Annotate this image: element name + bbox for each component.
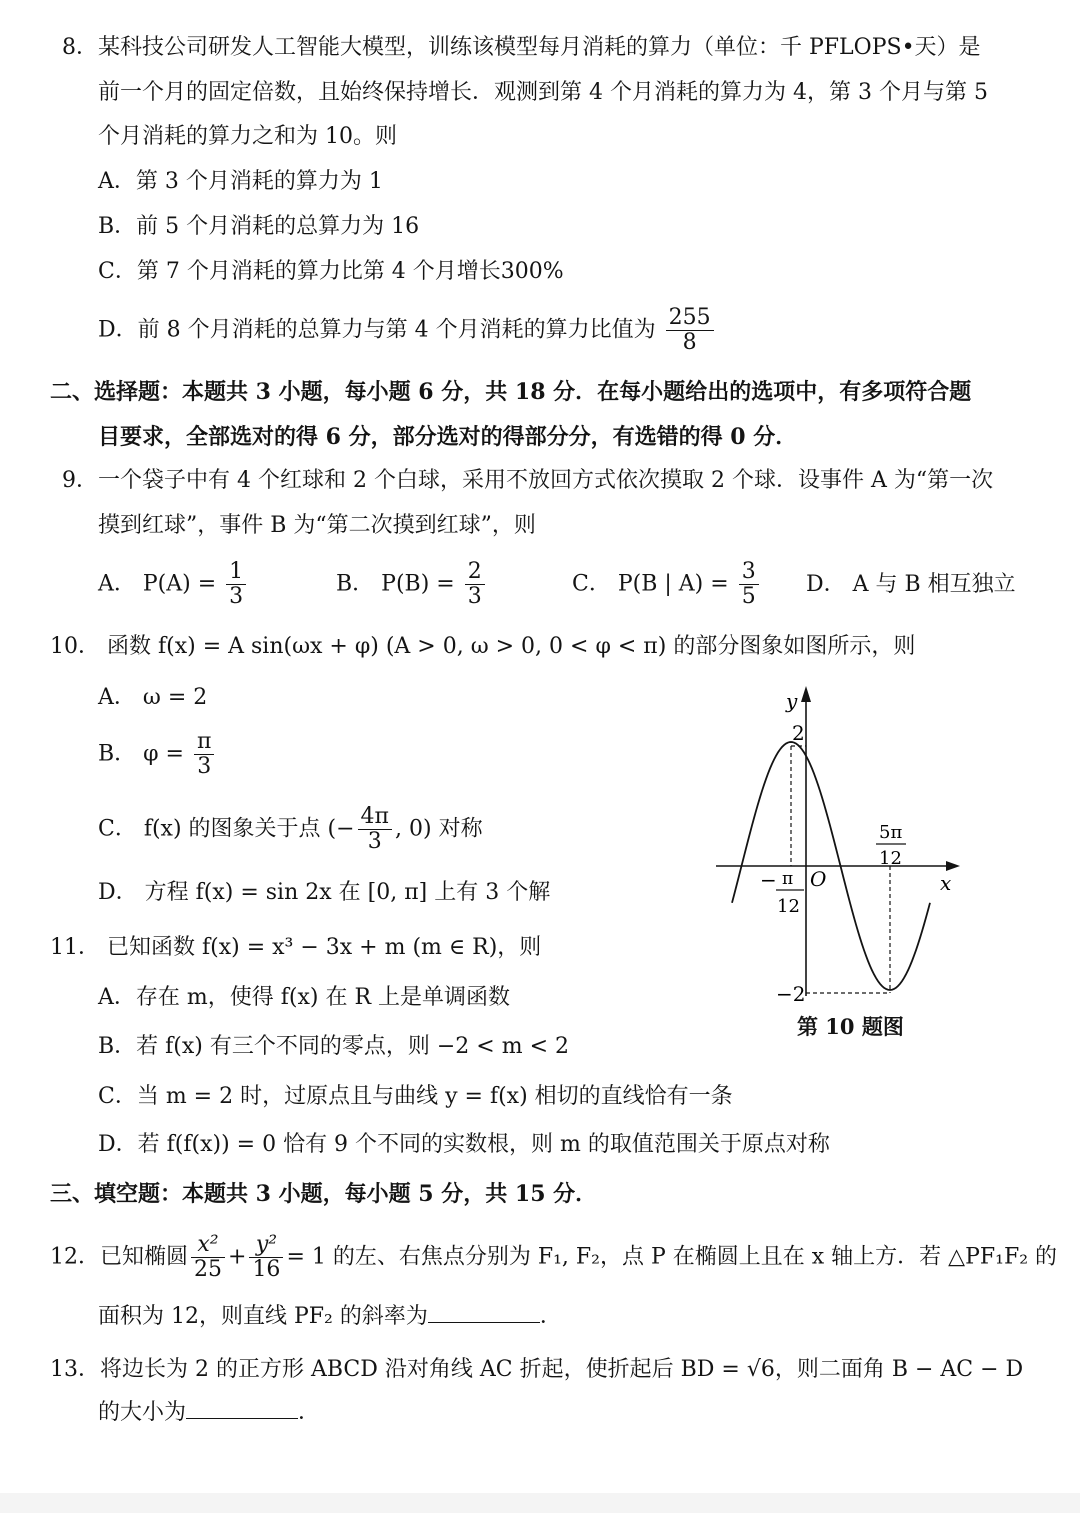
q13-line1: 13．将边长为 2 的正方形 ABCD 沿对角线 AC 折起，使折起后 BD = √6，则二面角 B − AC − D [50,1357,1024,1382]
neg-tick-sign: − [760,868,777,892]
fraction-denominator: 3 [229,584,244,609]
q11-line1: 11． 已知函数 f(x) = x³ − 3x + m (m ∈ R)，则 [50,935,542,960]
q12-text-post: = 1 的左、右焦点分别为 F₁, F₂，点 P 在椭圆上且在 x 轴上方．若 △PF₁F₂ 的 [286,1244,1058,1270]
fraction-denominator: 16 [252,1257,281,1282]
q12-line2-period: ． [539,1304,562,1329]
q8-line2: 前一个月的固定倍数，且始终保持增长．观测到第 4 个月消耗的算力为 4，第 3 个月与第 5 [98,80,988,105]
q12-line1 [50,1233,1057,1282]
q12-text-pre: 12．已知椭圆 [50,1244,188,1270]
q10-option-c-text: C． f(x) 的图象关于点 (− [98,816,355,842]
q10-option-c-fraction [358,805,392,854]
fraction-denominator: 3 [197,754,212,779]
q12-line2-text: 面积为 12，则直线 PF₂ 的斜率为 [98,1304,428,1329]
q8-option-a: A．第 3 个月消耗的算力为 1 [98,169,383,194]
q13-line2-text: 的大小为 [98,1400,187,1425]
sine-graph [712,680,972,1020]
fraction-numerator: π [194,730,214,755]
figure-10-caption: 第 10 题图 [797,1014,904,1039]
fraction-numerator: 1 [226,560,246,585]
q10-line1: 10． 函数 f(x) = A sin(ωx + φ) (A > 0, ω > 0, 0 < φ < π) 的部分图象如图所示，则 [50,634,916,659]
neg-tick-numerator: π [782,869,794,889]
q10-option-c-tail: , 0) 对称 [395,816,483,842]
q9-option-b-text: B． P(B) = [336,571,455,597]
q10-option-d: D． 方程 f(x) = sin 2x 在 [0, π] 上有 3 个解 [98,880,551,905]
fraction-numerator: 4π [358,805,392,830]
q9-option-a [98,560,249,609]
q9-option-c-fraction [739,560,759,609]
q13-line2-period: ． [298,1400,321,1425]
figure-10-graph [712,680,972,1045]
q11-option-c: C．当 m = 2 时，过原点且与曲线 y = f(x) 相切的直线恰有一条 [98,1084,733,1109]
fraction-denominator: 3 [467,584,482,609]
fraction-denominator: 3 [367,829,382,854]
fraction-denominator: 8 [682,330,697,355]
section2-line1: 二、选择题：本题共 3 小题，每小题 6 分，共 18 分．在每小题给出的选项中，有多项符合题 [50,379,972,405]
q10-option-c [98,805,483,854]
q10-option-a: A． ω = 2 [98,685,208,710]
q9-option-b-fraction [465,560,485,609]
q11-option-d: D．若 f(f(x)) = 0 恰有 9 个不同的实数根，则 m 的取值范围关于原点对称 [98,1132,830,1157]
q12-line2 [98,1302,562,1332]
q11-option-a: A．存在 m，使得 f(x) 在 R 上是单调函数 [98,985,510,1010]
fraction-denominator: 5 [741,584,756,609]
q9-option-a-fraction [226,560,246,609]
q12-plus: + [228,1244,247,1270]
q9-line1: 9．一个袋子中有 4 个红球和 2 个白球，采用不放回方式依次摸取 2 个球．设事件 A 为“第一次 [62,468,994,493]
q9-line2: 摸到红球”，事件 B 为“第二次摸到红球”，则 [98,513,536,538]
q11-option-b: B．若 f(x) 有三个不同的零点，则 −2 < m < 2 [98,1034,569,1059]
q8-option-b: B．前 5 个月消耗的总算力为 16 [98,214,420,239]
q9-option-a-text: A． P(A) = [98,571,217,597]
q10-option-b-text: B． φ = [98,741,184,767]
section2-line2: 目要求，全部选对的得 6 分，部分选对的得部分分，有选错的得 0 分． [98,424,798,450]
q12-answer-blank[interactable] [428,1302,540,1323]
q8-line3: 个月消耗的算力之和为 10。则 [98,124,397,149]
q9-option-b [336,560,488,609]
y-axis-label: y [786,689,798,713]
fraction-numerator: 255 [666,306,714,331]
y-max-label: 2 [792,721,805,745]
q12-fraction-x [191,1233,225,1282]
q8-option-c: C．第 7 个月消耗的算力比第 4 个月增长300% [98,259,564,284]
fraction-denominator: 25 [194,1257,222,1282]
q13-line2 [98,1398,320,1428]
q10-option-b [98,730,217,779]
x-axis-arrow [946,861,960,871]
fraction-numerator: y² [249,1233,283,1258]
q9-option-c [572,560,762,609]
y-axis-arrow [801,686,811,702]
q8-option-d [98,306,717,355]
q9-option-c-text: C． P(B | A) = [572,571,729,597]
q9-option-d: D． A 与 B 相互独立 [806,572,1016,597]
neg-tick-denominator: 12 [777,896,800,917]
pos-tick-denominator: 12 [879,848,902,869]
q8-option-d-text: D．前 8 个月消耗的总算力与第 4 个月消耗的算力比值为 [98,317,656,343]
pos-tick-numerator: 5π [879,822,903,843]
q13-answer-blank[interactable] [186,1398,298,1419]
section3-line1: 三、填空题：本题共 3 小题，每小题 5 分，共 15 分． [50,1181,598,1207]
fraction-numerator: 2 [465,560,485,585]
y-min-label: −2 [776,982,806,1006]
x-axis-label: x [940,871,952,895]
fraction-numerator: x² [191,1233,225,1258]
q8-option-d-fraction [666,306,714,355]
fraction-numerator: 3 [739,560,759,585]
q8-line1: 8．某科技公司研发人工智能大模型，训练该模型每月消耗的算力（单位：千 PFLOPS•天）是 [62,35,981,60]
page-bottom-edge [0,1493,1080,1513]
origin-label: O [810,867,827,891]
q12-fraction-y [249,1233,283,1282]
q10-option-b-fraction [194,730,214,779]
